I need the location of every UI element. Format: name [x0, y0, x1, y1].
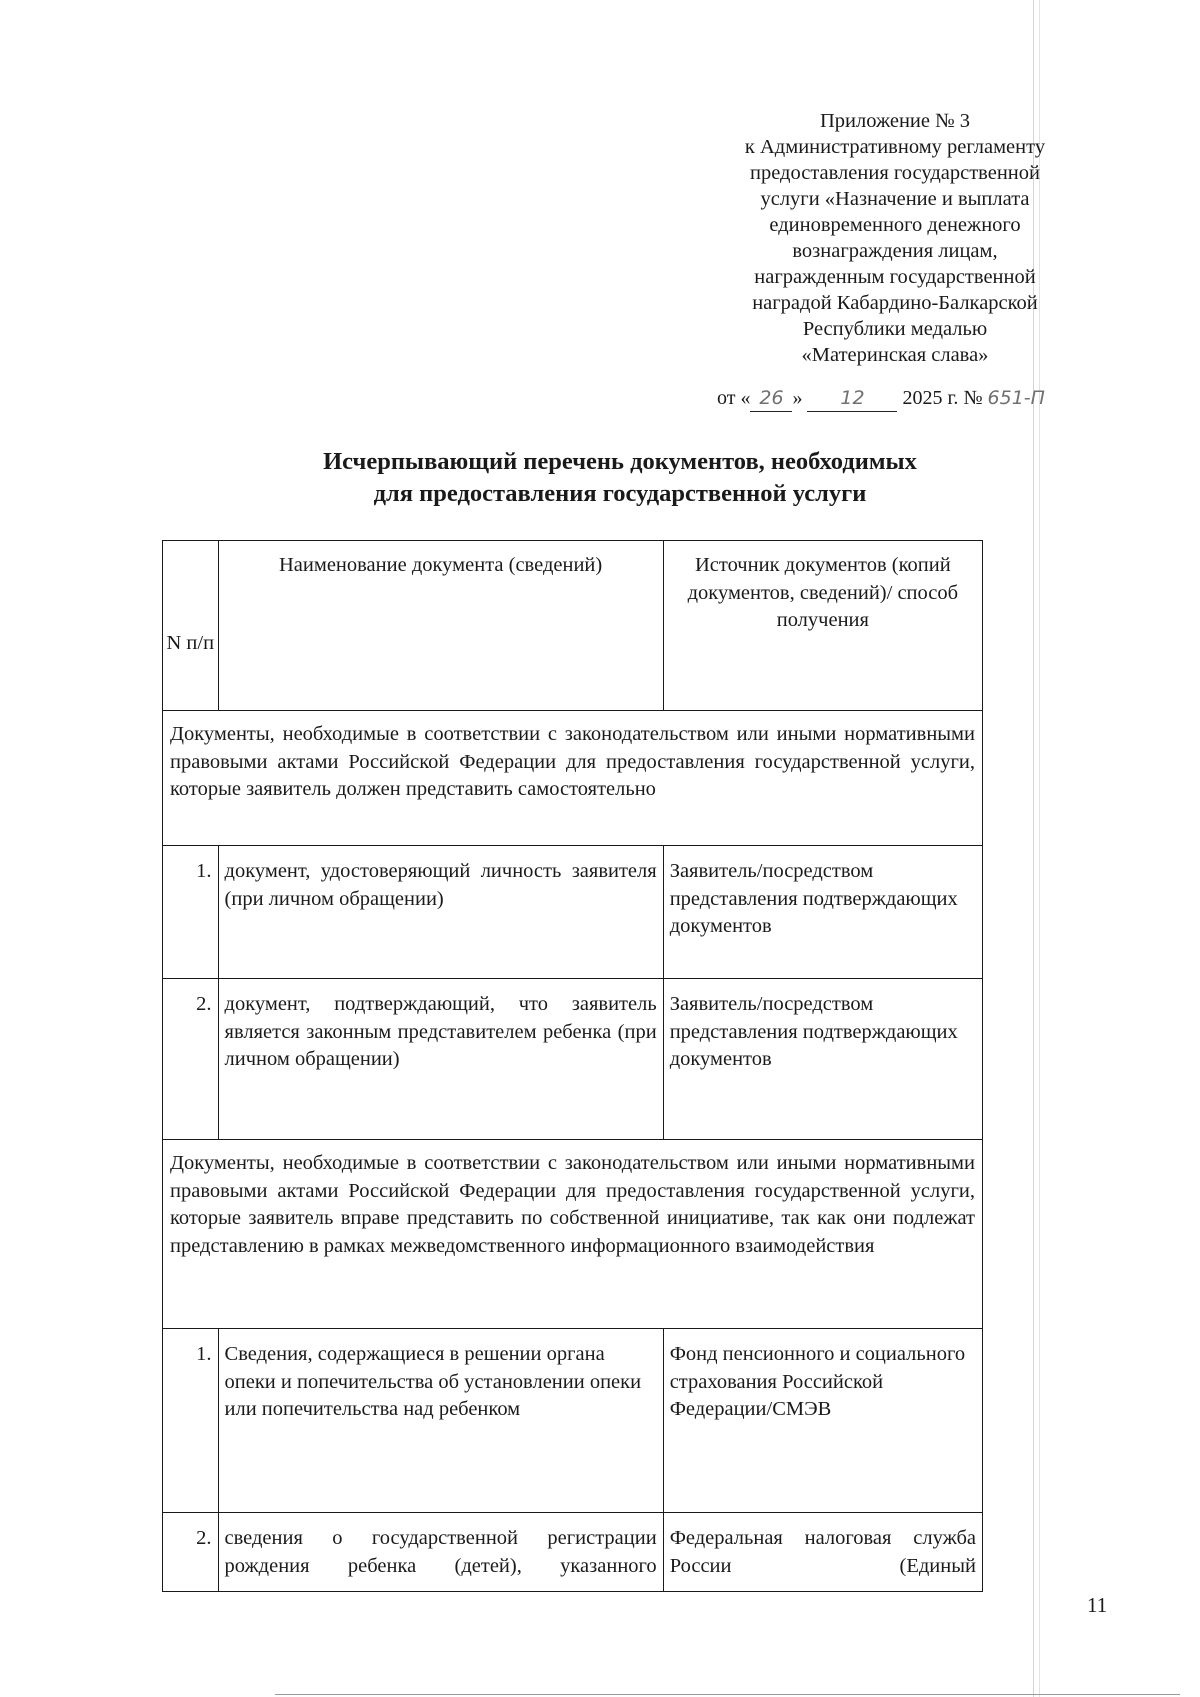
order-day-field [750, 385, 792, 412]
title-line-1: Исчерпывающий перечень документов, необходимых [323, 448, 917, 475]
table-row [163, 979, 983, 1140]
section-row [163, 711, 983, 846]
open-quote: « [740, 387, 751, 409]
row-num: 1. [163, 846, 219, 979]
document-title [240, 446, 1000, 510]
order-month-field [807, 385, 897, 412]
appendix-line: наградой Кабардино-Балкарской [752, 292, 1038, 314]
row-name: документ, удостоверяющий личность заявителя (при личном обращении) [218, 846, 663, 979]
header-num: N п/п [163, 541, 219, 711]
table-row [163, 1513, 983, 1592]
header-source: Источник документов (копий документов, сведений)/ способ получения [663, 541, 982, 711]
order-year: 2025 г. [902, 387, 959, 409]
row-name: документ, подтверждающий, что заявитель является законным представителем ребенка (при личном обращении) [218, 979, 663, 1140]
appendix-line: «Материнская слава» [801, 344, 989, 366]
order-prefix: от [717, 387, 736, 409]
appendix-line: единовременного денежного [769, 214, 1021, 236]
row-source: Федеральная налоговая служба России (Единый [663, 1513, 982, 1592]
title-line-2: для предоставления государственной услуги [373, 480, 867, 507]
section-2-title: Документы, необходимые в соответствии с законодательством или иными нормативными правовыми актами Российской Федерации для предоставления государственной услуги, которые заявитель вправе представить по собственной инициативе, так как они подлежат представлению в рамках межведомственного информационного взаимодействия [163, 1140, 983, 1329]
appendix-line: награжденным государственной [754, 266, 1036, 288]
order-number-handwritten: 651-П [987, 387, 1045, 409]
table-header-row [163, 541, 983, 711]
section-row [163, 1140, 983, 1329]
appendix-line: предоставления государственной [750, 162, 1040, 184]
section-1-title: Документы, необходимые в соответствии с законодательством или иными нормативными правовыми актами Российской Федерации для предоставления государственной услуги, которые заявитель должен представить самостоятельно [163, 711, 983, 846]
order-date-number [717, 385, 1066, 412]
close-quote: » [792, 387, 803, 409]
row-source: Фонд пенсионного и социального страхования Российской Федерации/СМЭВ [663, 1329, 982, 1513]
appendix-line: вознаграждения лицам, [792, 240, 998, 262]
header-name: Наименование документа (сведений) [218, 541, 663, 711]
appendix-line: Республики медалью [802, 318, 988, 340]
row-num: 2. [163, 979, 219, 1140]
order-day-handwritten: 26 [759, 387, 784, 409]
table-row [163, 846, 983, 979]
row-num: 2. [163, 1513, 219, 1592]
row-name: сведения о государственной регистрации рождения ребенка (детей), указанного [218, 1513, 663, 1592]
row-name: Сведения, содержащиеся в решении органа опеки и попечительства об установлении опеки или попечительства над ребенком [218, 1329, 663, 1513]
order-number-field [988, 385, 1066, 411]
row-source: Заявитель/посредством представления подтверждающих документов [663, 979, 982, 1140]
documents-table [162, 540, 983, 1592]
appendix-line: услуги «Назначение и выплата [760, 188, 1030, 210]
order-month-handwritten: 12 [840, 387, 865, 409]
table-row [163, 1329, 983, 1513]
scan-bottom-rule [275, 1694, 1180, 1695]
row-num: 1. [163, 1329, 219, 1513]
page-number: 11 [1087, 1593, 1108, 1617]
appendix-header [700, 108, 1090, 368]
appendix-line: к Административному регламенту [744, 136, 1046, 158]
row-source: Заявитель/посредством представления подтверждающих документов [663, 846, 982, 979]
number-sign: № [963, 387, 983, 409]
appendix-line: Приложение № 3 [819, 110, 971, 132]
